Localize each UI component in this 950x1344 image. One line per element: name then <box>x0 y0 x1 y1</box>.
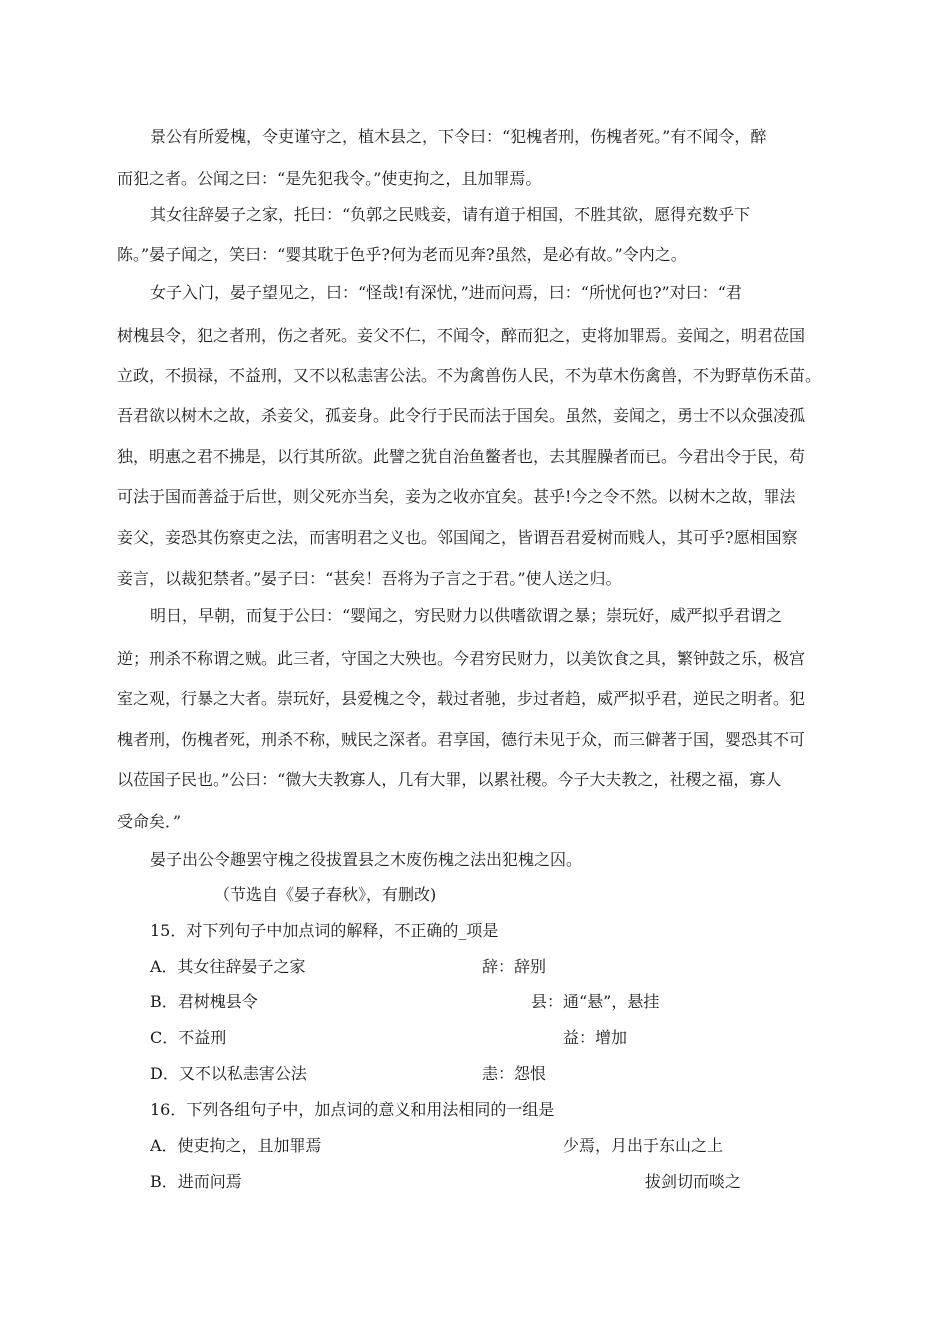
text-line: 妾父，妾恐其伤察吏之法，而害明君之义也。邻国闻之，皆谓吾君爱树而贱人，其可乎?愿相国察 <box>117 528 798 547</box>
text-line: 以莅国子民也。”公曰：“微大夫教寡人，几有大罪，以累社稷。今子大夫教之，社稷之福，寡人 <box>117 770 782 789</box>
text-line: 受命矣．” <box>117 812 182 831</box>
question-16-option-b: B．进而问焉 <box>150 1172 242 1191</box>
question-16-stem: 16．下列各组句子中，加点词的意义和用法相同的一组是 <box>150 1100 555 1119</box>
text-line: 独，明惠之君不拂是，以行其所欲。此譬之犹自治鱼鳖者也，去其腥臊者而已。今君出令于民，苟 <box>117 447 806 466</box>
text-line: 而犯之者。公闻之曰：“是先犯我令。”使吏拘之，且加罪焉。 <box>117 169 542 188</box>
source-citation: （节选自《晏子春秋》，有删改) <box>214 885 437 904</box>
text-line: 陈。”晏子闻之，笑曰：“婴其耽于色乎?何为老而见奔?虽然，是必有故。”令内之。 <box>117 245 687 264</box>
question-16-option-a: A．使吏拘之，且加罪焉 <box>150 1136 322 1155</box>
text-line: 槐者刑，伤槐者死，刑杀不称，贼民之深者。君享国，德行未见于众，而三僻著于国，婴恐其不可 <box>117 730 806 749</box>
text-line: 其女往辞晏子之家，托曰：“负郭之民贱妾，请有道于相国，不胜其欲，愿得充数乎下 <box>150 205 751 224</box>
question-15-option-a: A．其女往辞晏子之家 <box>150 957 306 976</box>
question-15-option-c-note: 益：增加 <box>563 1028 628 1047</box>
text-line: 室之观，行暴之大者。崇玩好，县爱槐之令，载过者驰，步过者趋，威严拟乎君，逆民之明者。犯 <box>117 689 806 708</box>
question-15-stem: 15．对下列句子中加点词的解释，不正确的_项是 <box>150 921 499 940</box>
question-15-option-a-note: 辞：辞别 <box>482 957 547 976</box>
question-16-option-b-note: 拔剑切而啖之 <box>645 1172 742 1191</box>
question-15-option-d-note: 恚：怨恨 <box>482 1064 547 1083</box>
text-line: 树槐县令，犯之者刑，伤之者死。妾父不仁，不闻令，醉而犯之，吏将加罪焉。妾闻之，明君莅国 <box>117 326 806 345</box>
text-line: 晏子出公令趣罢守槐之役拔置县之木废伤槐之法出犯槐之囚。 <box>150 850 583 869</box>
question-15-option-c: C．不益刑 <box>150 1028 227 1047</box>
question-15-option-d: D．又不以私恚害公法 <box>150 1064 307 1083</box>
text-line: 明日，早朝，而复于公曰：“婴闻之，穷民财力以供嗜欲谓之暴；崇玩好，威严拟乎君谓之 <box>150 606 783 625</box>
question-15-option-b-note: 县：通“悬”，悬挂 <box>531 992 660 1011</box>
text-line: 立政，不损禄，不益刑，又不以私恚害公法。不为禽兽伤人民，不为草木伤禽兽，不为野草伤禾苗。 <box>117 366 822 385</box>
question-15-option-b: B．君树槐县令 <box>150 992 258 1011</box>
text-line: 妾言，以裁犯禁者。”晏子曰：“甚矣！吾将为子言之于君。”使人送之归。 <box>117 569 622 588</box>
text-line: 吾君欲以树木之故，杀妾父，孤妾身。此令行于民而法于国矣。虽然，妾闻之，勇士不以众强凌孤 <box>117 406 806 425</box>
text-line: 可法于国而善益于后世，则父死亦当矣，妾为之收亦宜矣。甚乎!今之令不然。以树木之故，罪法 <box>117 487 796 506</box>
text-line: 景公有所爱槐，令吏谨守之，植木县之，下令曰：“犯槐者刑，伤槐者死。”有不闻令，醉 <box>150 127 767 146</box>
text-line: 女子入门，晏子望见之，曰：“怪哉!有深忧，”进而问焉，曰：“所忧何也?”对曰：“君 <box>150 283 742 302</box>
question-16-option-a-note: 少焉，月出于东山之上 <box>563 1136 724 1155</box>
text-line: 逆；刑杀不称谓之贼。此三者，守国之大殃也。今君穷民财力，以美饮食之具，繁钟鼓之乐，极宫 <box>117 649 806 668</box>
